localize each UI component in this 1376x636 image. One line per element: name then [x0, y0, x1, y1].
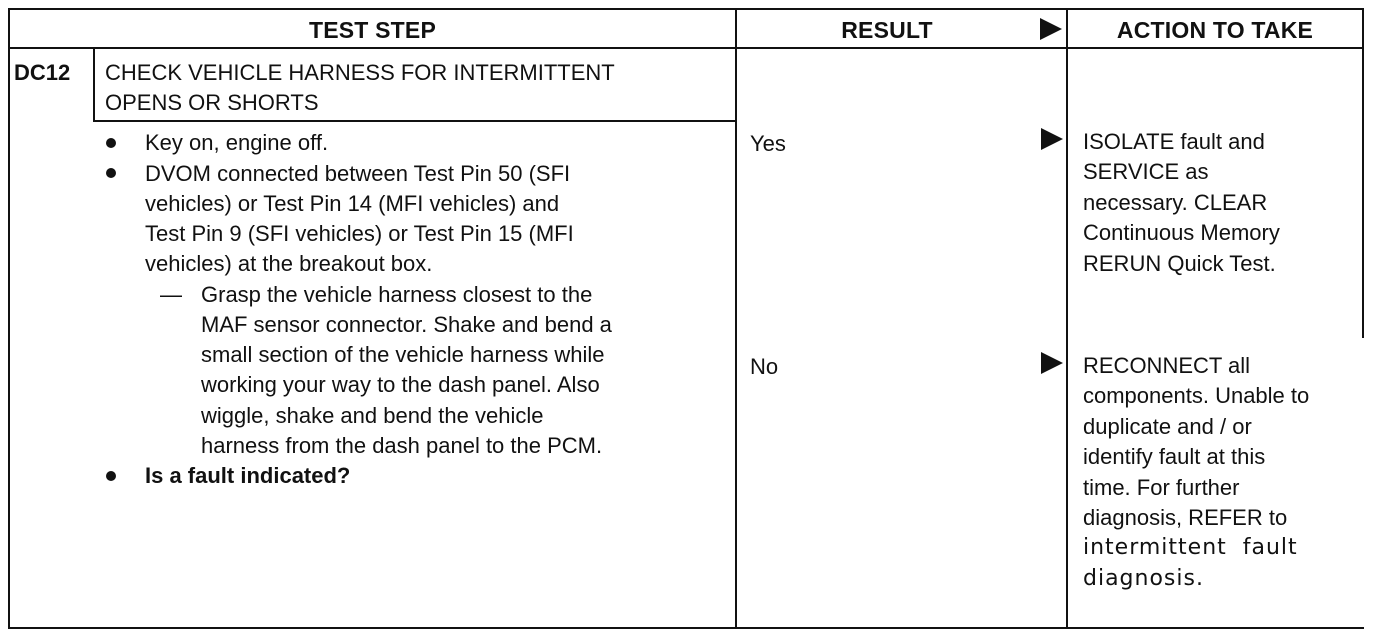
action-yes-line: ISOLATE fault and — [1083, 129, 1265, 154]
sub-step-line: Grasp the vehicle harness closest to the — [201, 282, 593, 307]
action-no-line: time. For further — [1083, 474, 1240, 500]
bullet-icon — [106, 138, 116, 148]
code-column-divider — [93, 48, 95, 122]
bullet-icon — [106, 168, 116, 178]
action-no-line: duplicate and / or — [1083, 413, 1252, 439]
bullet-icon — [106, 471, 116, 481]
sub-step-line: MAF sensor connector. Shake and bend a — [201, 312, 612, 337]
header-test-step: TEST STEP — [308, 17, 437, 43]
result-no: No — [750, 354, 779, 379]
test-step-column-divider — [735, 8, 737, 629]
action-no-line: diagnosis, REFER to — [1083, 505, 1288, 531]
procedure-bullet-1: Key on, engine off. — [145, 130, 329, 155]
header-action-to-take: ACTION TO TAKE — [1116, 17, 1314, 43]
sub-step-line: small section of the vehicle harness while — [201, 342, 605, 367]
action-no-line: components. Unable to — [1083, 383, 1310, 409]
header-arrow-icon — [1040, 18, 1062, 40]
action-yes-line: SERVICE as — [1083, 159, 1209, 185]
table-bottom-border — [8, 627, 1364, 629]
action-no-line: diagnosis. — [1083, 565, 1204, 591]
procedure-question: Is a fault indicated? — [145, 463, 351, 488]
procedure-bullet-2-line: vehicles) or Test Pin 14 (MFI vehicles) and — [145, 191, 560, 216]
sub-step-line: wiggle, shake and bend the vehicle — [201, 403, 544, 428]
step-code: DC12 — [14, 60, 71, 85]
header-result: RESULT — [841, 17, 933, 43]
action-yes-line: RERUN Quick Test. — [1083, 250, 1276, 276]
title-bottom-border — [94, 120, 737, 122]
sub-step-line: working your way to the dash panel. Also — [201, 372, 600, 397]
action-yes-line: necessary. CLEAR — [1083, 189, 1268, 215]
action-yes-line: Continuous Memory — [1083, 220, 1280, 246]
action-no-line: identify fault at this — [1083, 444, 1266, 470]
arrow-right-icon — [1041, 352, 1063, 374]
result-column-divider — [1066, 8, 1068, 629]
procedure-bullet-2-line: vehicles) at the breakout box. — [145, 251, 433, 276]
action-no — [1083, 351, 1309, 594]
result-yes: Yes — [750, 131, 786, 156]
action-no-line: RECONNECT all — [1083, 353, 1251, 378]
sub-step-dash: — — [160, 282, 182, 307]
table-left-border — [8, 8, 10, 629]
procedure-bullet-2-line: Test Pin 9 (SFI vehicles) or Test Pin 15 (MFI — [145, 221, 574, 246]
table-right-border — [1362, 8, 1364, 338]
step-title-line: CHECK VEHICLE HARNESS FOR INTERMITTENT — [105, 60, 615, 85]
sub-step-line: harness from the dash panel to the PCM. — [201, 433, 603, 458]
action-no-line: intermittent fault — [1083, 535, 1298, 561]
action-yes — [1083, 127, 1280, 279]
step-title-line: OPENS OR SHORTS — [105, 90, 319, 115]
step-title — [105, 58, 725, 118]
procedure-bullet-2-line: DVOM connected between Test Pin 50 (SFI — [145, 161, 571, 186]
arrow-right-icon — [1041, 128, 1063, 150]
